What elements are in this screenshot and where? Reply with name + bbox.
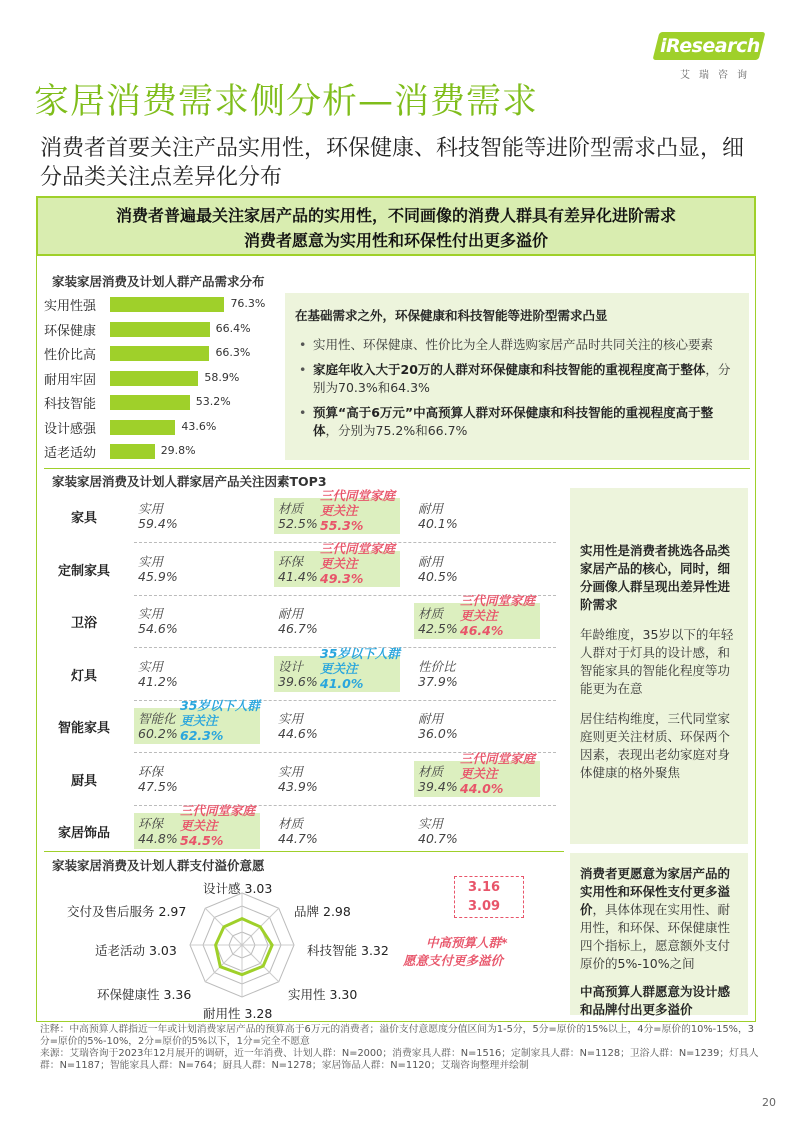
top3-cell-value: 44.6%	[278, 726, 318, 741]
page-title: 家居消费需求侧分析—消费需求	[34, 82, 539, 122]
top3-annotation-group: 三代同堂家庭	[180, 803, 256, 818]
top3-cell-label: 实用	[138, 553, 164, 569]
radar-label-service: 交付及售后服务 2.97	[67, 904, 187, 919]
top3-cell-label: 材质	[278, 816, 304, 831]
top3-annotation-focus: 更关注	[460, 765, 498, 781]
top3-cell-label: 耐用	[418, 501, 444, 516]
top3-category: 定制家具	[57, 563, 110, 579]
side2-para-1: 消费者更愿意为家居产品的实用性和环保性支付更多溢价，具体体现在实用性、耐用性，和环保、环保健康性四个指标上，愿意额外支付原价的5%-10%之间	[580, 866, 731, 971]
insight-bullet-3: • 预算“高于6万元”中高预算人群对环保健康和科技智能的重视程度高于整体，分别为75.2%和66.7%	[295, 404, 737, 440]
top3-cell-label: 实用	[138, 658, 164, 674]
top3-cell-label: 设计	[278, 658, 304, 674]
top3-cell-label: 实用	[278, 711, 304, 726]
top3-title: 家装家居消费及计划人群家居产品关注因素TOP3	[52, 474, 327, 489]
bar-value-label: 66.3%	[215, 346, 251, 359]
page-subtitle: 消费者首要关注产品实用性，环保健康、科技智能等进阶型需求凸显，细分品类关注点差异化分布	[40, 136, 745, 190]
bar-value-label: 43.6%	[181, 419, 217, 433]
top3-annotation-value: 41.0%	[320, 675, 364, 691]
top3-cell-label: 智能化	[138, 711, 176, 726]
top3-cell-value: 60.2%	[138, 726, 178, 741]
top3-cell-value: 44.8%	[138, 831, 178, 846]
top3-cell-value: 59.4%	[138, 516, 178, 531]
top3-annotation-focus: 更关注	[320, 555, 358, 571]
top3-category: 家居饰品	[57, 826, 110, 841]
side1-para-1: 年龄维度，35岁以下的年轻人群对于灯具的设计感，和智能家具的智能化程度等功能更为在意	[580, 627, 734, 696]
top3-cell-value: 41.4%	[278, 568, 318, 584]
logo-subtitle: 艾瑞咨询	[680, 70, 756, 81]
top3-cell-label: 耐用	[278, 606, 304, 621]
top3-cell-label: 环保	[278, 553, 304, 569]
top3-cell-label: 环保	[138, 816, 164, 831]
top3-cell-value: 39.6%	[278, 673, 318, 689]
top3-annotation-value: 46.4%	[460, 623, 504, 638]
budget-note-2: 愿意支付更多溢价	[403, 953, 504, 968]
top3-cell-value: 43.9%	[278, 778, 318, 794]
insight-bullet-1: • 实用性、环保健康、性价比为全人群选购家居产品时共同关注的核心要素	[295, 336, 737, 354]
bar-category-label: 适老适幼	[44, 446, 97, 461]
top3-cell-value: 36.0%	[418, 726, 458, 741]
top3-category: 厨具	[70, 773, 97, 789]
top3-cell-value: 44.7%	[278, 831, 318, 846]
top3-annotation-group: 35岁以下人群	[320, 645, 400, 661]
footnote	[40, 1024, 760, 1072]
side1-para-2: 居住结构维度，三代同堂家庭则更关注材质、环保两个因素，表现出老幼家庭对身体健康的格外聚焦	[580, 711, 731, 780]
top3-cell-value: 46.7%	[278, 621, 318, 636]
top3-cell-value: 40.1%	[418, 516, 458, 531]
insight-bullet-2: • 家庭年收入大于20万的人群对环保健康和科技智能的重视程度高于整体，分别为70.3%和64.3%	[295, 361, 737, 397]
top3-annotation-value: 55.3%	[320, 518, 364, 533]
bar-value-label: 53.2%	[195, 395, 231, 408]
bar-category-label: 耐用牢固	[44, 372, 97, 388]
top3-annotation-focus: 更关注	[180, 713, 218, 728]
top3-cell-label: 材质	[418, 606, 444, 621]
budget-value-brand: 3.09	[468, 899, 501, 914]
top3-annotation-group: 三代同堂家庭	[460, 750, 536, 766]
top3-annotation-value: 49.3%	[320, 570, 364, 586]
top3-cell-value: 54.6%	[138, 621, 178, 636]
radar-label-design: 设计感 3.03	[203, 881, 273, 896]
side1-bold: 实用性是消费者挑选各品类家居产品的核心，同时，细分画像人群呈现出差异性进阶需求	[580, 543, 731, 612]
budget-value-design: 3.16	[468, 880, 501, 895]
top3-category: 卫浴	[70, 616, 97, 631]
footnote-source: 来源：艾瑞咨询于2023年12月展开的调研，近一年消费、计划人群：N=2000；消费家具人群：N=1516；定制家具人群：N=1128；卫浴人群：N=1239；灯具人群：N=1187；智能家具人群：N=764；厨具人群：N=1278；家居饰品人群：N=1120；艾瑞咨询整理并绘制	[40, 1048, 759, 1071]
top3-annotation-group: 35岁以下人群	[180, 698, 260, 713]
top3-annotation-group: 三代同堂家庭	[460, 593, 536, 608]
top3-cell-value: 40.5%	[418, 568, 458, 584]
top3-cell-label: 耐用	[418, 711, 444, 726]
banner-line-1: 消费者普遍最关注家居产品的实用性，不同画像的消费人群具有差异化进阶需求	[115, 206, 676, 225]
radar-label-elderly: 适老活动 3.03	[95, 943, 177, 958]
bar-category-label: 科技智能	[44, 397, 97, 412]
top3-cell-label: 材质	[418, 763, 444, 779]
bar-category-label: 实用性强	[44, 299, 97, 314]
top3-category: 智能家具	[57, 721, 110, 736]
chart1-title: 家装家居消费及计划人群产品需求分布	[52, 274, 265, 289]
radar-label-tech: 科技智能 3.32	[307, 943, 389, 958]
bar-value-label: 58.9%	[204, 370, 240, 384]
top3-cell-label: 性价比	[418, 658, 456, 674]
page-number: 20	[762, 1096, 776, 1109]
top3-cell-value: 39.4%	[418, 778, 458, 794]
radar-label-brand: 品牌 2.98	[294, 904, 351, 919]
bar-category-label: 性价比高	[44, 348, 97, 363]
bar-category-label: 环保健康	[44, 323, 97, 339]
top3-cell-label: 环保	[138, 763, 164, 779]
bar-value-label: 29.8%	[160, 444, 196, 457]
radar-label-durable: 耐用性 3.28	[203, 1006, 273, 1021]
top3-cell-value: 47.5%	[138, 778, 178, 794]
top3-category: 灯具	[70, 668, 97, 684]
top3-annotation-focus: 更关注	[320, 660, 358, 676]
top3-annotation-value: 62.3%	[180, 728, 224, 743]
chart3-title: 家装家居消费及计划人群支付溢价意愿	[52, 858, 265, 873]
budget-note-1: 中高预算人群*	[426, 935, 508, 950]
top3-cell-label: 实用	[138, 606, 164, 621]
top3-cell-value: 42.5%	[418, 621, 458, 636]
top3-category: 家具	[70, 511, 97, 526]
banner-line-2: 消费者愿意为实用性和环保性付出更多溢价	[243, 231, 548, 250]
top3-annotation-value: 54.5%	[180, 833, 224, 848]
top3-annotation-focus: 更关注	[460, 608, 498, 623]
top3-cell-value: 37.9%	[418, 673, 458, 689]
side2-para-2: 中高预算人群愿意为设计感和品牌付出更多溢价	[580, 984, 731, 1017]
bar-value-label: 76.3%	[230, 297, 266, 310]
bar-category-label: 设计感强	[44, 421, 97, 437]
insight-title: 在基础需求之外，环保健康和科技智能等进阶型需求凸显	[295, 308, 608, 323]
top3-cell-label: 实用	[138, 501, 164, 516]
radar-label-practical: 实用性 3.30	[288, 987, 358, 1002]
top3-cell-label: 材质	[278, 501, 304, 516]
premium-insight-box	[570, 853, 748, 1015]
radar-label-eco: 环保健康性 3.36	[97, 987, 192, 1002]
top3-cell-value: 41.2%	[138, 673, 178, 689]
top3-annotation-group: 三代同堂家庭	[320, 540, 396, 556]
top3-annotation-focus: 更关注	[320, 503, 358, 518]
top3-annotation-group: 三代同堂家庭	[320, 488, 396, 503]
top3-cell-value: 40.7%	[418, 831, 458, 846]
top3-annotation-focus: 更关注	[180, 818, 218, 833]
bar-value-label: 66.4%	[215, 321, 251, 335]
top3-annotation-value: 44.0%	[460, 780, 504, 796]
top3-cell-label: 实用	[418, 816, 444, 831]
top3-cell-label: 耐用	[418, 553, 444, 569]
top3-cell-label: 实用	[278, 763, 304, 779]
logo: iResearch	[660, 35, 760, 57]
top3-cell-value: 45.9%	[138, 568, 178, 584]
footnote-note: 注释：中高预算人群指近一年或计划消费家居产品的预算高于6万元的消费者；溢价支付意愿度分值区间为1-5分，5分=原价的15%以上，4分=原价的10%-15%，3分=原价的5%-10%，2分=原价的5%以下，1分=完全不愿意	[40, 1024, 755, 1047]
top3-cell-value: 52.5%	[278, 516, 318, 531]
